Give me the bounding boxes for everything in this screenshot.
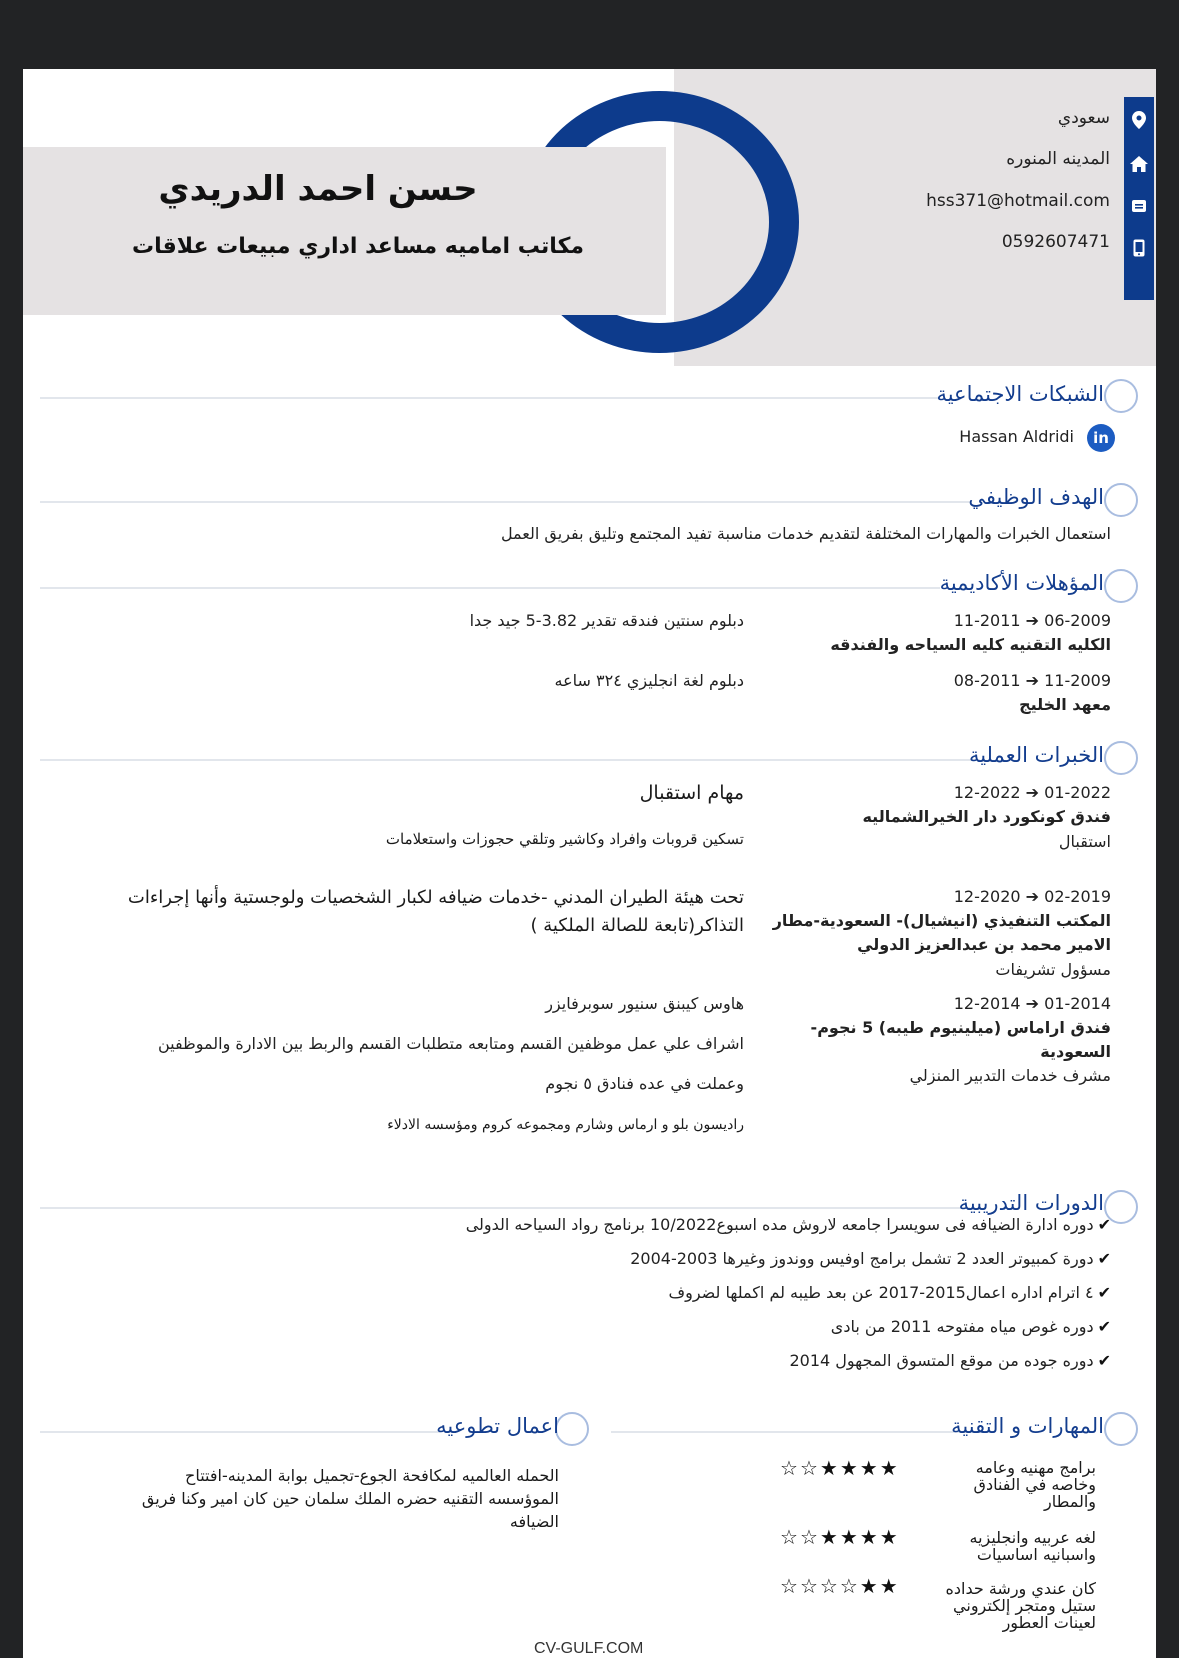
check-icon: ✔ <box>1097 1283 1111 1302</box>
education-section-title: المؤهلات الأكاديمية <box>939 571 1104 595</box>
linkedin-icon[interactable]: in <box>1087 424 1115 452</box>
experience-section-title: الخبرات العملية <box>968 743 1104 767</box>
star-empty-icon: ☆ <box>780 1525 800 1549</box>
star-filled-icon: ★ <box>859 1525 880 1549</box>
exp-3-dates: 12-2014 ➔︎ 01-2014 <box>953 994 1111 1013</box>
section-divider <box>40 501 970 503</box>
section-divider <box>40 1431 440 1433</box>
section-circle-decoration <box>1104 1412 1138 1446</box>
section-circle-decoration <box>1104 483 1138 517</box>
check-icon: ✔ <box>1097 1249 1111 1268</box>
exp-2-line-2: التذاكر(تابعة للصالة الملكية ) <box>530 915 744 936</box>
job-title: مكاتب اماميه مساعد اداري مبيعات علاقات <box>132 234 584 259</box>
home-icon <box>1124 149 1154 179</box>
section-circle-decoration <box>1104 741 1138 775</box>
volunteer-text: الحمله العالميه لمكافحة الجوع-تجميل بوابة المدينه-افتتاح الموؤسسه التقنيه حضره الملك سلمان حين كان امير وكنا فريق الضيافه <box>141 1466 559 1531</box>
check-icon: ✔ <box>1097 1351 1111 1370</box>
star-empty-icon: ☆ <box>799 1456 820 1480</box>
star-filled-icon: ★ <box>859 1456 880 1480</box>
linkedin-name[interactable]: Hassan Aldridi <box>959 427 1074 446</box>
exp-1-company: فندق كونكورد دار الخيرالشماليه <box>862 807 1111 826</box>
exp-2-role: مسؤول تشريفات <box>995 960 1111 979</box>
course-item: ✔دوره جوده من موقع المتسوق المجهول 2014 <box>789 1351 1111 1370</box>
exp-1-dates: 12-2022 ➔︎ 01-2022 <box>953 783 1111 802</box>
skill-3-rating <box>780 1574 900 1598</box>
footer-brand: CV-GULF.COM <box>534 1640 644 1657</box>
star-filled-icon: ★ <box>819 1456 840 1480</box>
edu-1-dates: 11-2011 ➔︎ 06-2009 <box>953 611 1111 630</box>
edu-1-school: الكليه التقنيه كليه السياحه والفندقه <box>830 635 1111 654</box>
skill-1-rating <box>780 1456 900 1480</box>
exp-3-company-line-2: السعودية <box>1040 1042 1111 1061</box>
objective-text: استعمال الخبرات والمهارات المختلفة لتقديم خدمات مناسبة تفيد المجتمع وتليق بفريق العمل <box>500 524 1111 543</box>
star-filled-icon: ★ <box>839 1456 860 1480</box>
contact-city: المدينه المنوره <box>1006 149 1110 169</box>
email-icon <box>1124 191 1154 221</box>
star-empty-icon: ☆ <box>780 1574 800 1598</box>
exp-3-role: مشرف خدمات التدبير المنزلي <box>909 1066 1111 1085</box>
social-section-title: الشبكات الاجتماعية <box>936 382 1104 406</box>
skill-2-label: لغه عربيه وانجليزيه واسبانيه اساسيات <box>969 1528 1096 1564</box>
skill-2-rating <box>780 1525 900 1549</box>
exp-3-line-1: هاوس كيبنق سنيور سوبرفايزر <box>545 994 744 1013</box>
contact-phone[interactable]: 0592607471 <box>1001 232 1110 252</box>
section-circle-decoration <box>555 1412 589 1446</box>
skill-1-label: برامج مهنيه وعامه وخاصه في الفنادق والمطار <box>973 1458 1096 1511</box>
section-divider <box>611 1431 971 1433</box>
section-circle-decoration <box>1104 379 1138 413</box>
section-divider <box>40 1207 970 1209</box>
section-divider <box>40 587 940 589</box>
edu-2-dates: 08-2011 ➔︎ 11-2009 <box>953 671 1111 690</box>
course-item: ✔٤ اترام اداره اعمال2015-2017 عن بعد طيبه لم اكملها لضروف <box>668 1283 1111 1302</box>
course-item: ✔دوره غوص مياه مفتوحه 2011 من بادى <box>830 1317 1111 1336</box>
edu-2-desc: دبلوم لغة انجليزي ٣٢٤ ساعه <box>554 671 744 690</box>
contact-icon-bar <box>1124 97 1154 300</box>
star-empty-icon: ☆ <box>799 1525 820 1549</box>
exp-2-company-line-2: الامير محمد بن عبدالعزيز الدولي <box>857 935 1111 954</box>
star-filled-icon: ★ <box>819 1525 840 1549</box>
courses-section-title: الدورات التدريبية <box>958 1191 1104 1215</box>
course-item: ✔دورة كمبيوتر العدد 2 تشمل برامج اوفيس ووندوز وغيرها 2003-2004 <box>630 1249 1111 1268</box>
star-empty-icon: ☆ <box>839 1574 860 1598</box>
star-empty-icon: ☆ <box>819 1574 840 1598</box>
exp-1-role: استقبال <box>1058 832 1111 851</box>
volunteer-section-title: اعمال تطوعيه <box>436 1414 559 1438</box>
section-divider <box>40 397 940 399</box>
section-circle-decoration <box>1104 569 1138 603</box>
skills-section-title: المهارات و التقنية <box>951 1414 1104 1438</box>
exp-2-company-line-1: المكتب التنفيذي (انيشيال)- السعودية-مطار <box>772 911 1111 930</box>
exp-1-line-1: مهام استقبال <box>639 782 744 804</box>
person-name: حسن احمد الدريدي <box>158 169 478 209</box>
contact-email[interactable]: hss371@hotmail.com <box>926 191 1110 211</box>
edu-1-desc: دبلوم سنتين فندقه تقدير 3.82-5 جيد جدا <box>469 611 744 630</box>
star-filled-icon: ★ <box>859 1574 880 1598</box>
objective-section-title: الهدف الوظيفي <box>968 485 1104 509</box>
resume-page <box>23 69 1156 1658</box>
location-pin-icon <box>1124 105 1154 135</box>
phone-icon <box>1124 233 1154 263</box>
exp-1-line-2: تسكين قروبات وافراد وكاشير وتلقي حجوزات واستعلامات <box>385 830 744 848</box>
star-filled-icon: ★ <box>839 1525 860 1549</box>
star-empty-icon: ☆ <box>780 1456 800 1480</box>
check-icon: ✔ <box>1097 1215 1111 1234</box>
star-filled-icon: ★ <box>879 1525 900 1549</box>
exp-3-line-2: اشراف علي عمل موظفين القسم ومتابعه متطلبات القسم والربط بين الادارة والموظفين <box>157 1034 744 1053</box>
star-filled-icon: ★ <box>879 1574 900 1598</box>
star-empty-icon: ☆ <box>799 1574 820 1598</box>
section-divider <box>40 759 980 761</box>
contact-nationality: سعودي <box>1057 108 1110 128</box>
exp-3-line-3: وعملت في عده فنادق ٥ نجوم <box>545 1074 744 1093</box>
exp-3-line-4: راديسون بلو و ارماس وشارم ومجموعه كروم ومؤسسه الادلاء <box>387 1117 744 1133</box>
skill-3-label: كان عندي ورشة حداده ستيل ومتجر إلكتروني لعينات العطور <box>945 1579 1096 1632</box>
edu-2-school: معهد الخليج <box>1019 695 1111 714</box>
star-filled-icon: ★ <box>879 1456 900 1480</box>
check-icon: ✔ <box>1097 1317 1111 1336</box>
exp-3-company-line-1: فندق اراماس (ميلينيوم طيبه) 5 نجوم- <box>810 1018 1111 1037</box>
course-item: ✔دوره ادارة الضيافه فى سويسرا جامعه لاروش مده اسبوع10/2022 برنامج رواد السياحه الدولى <box>465 1215 1111 1234</box>
exp-2-line-1: تحت هيئة الطيران المدني -خدمات ضيافه لكبار الشخصيات ولوجستية وأنها إجراءات <box>127 887 744 908</box>
exp-2-dates: 12-2020 ➔︎ 02-2019 <box>953 887 1111 906</box>
